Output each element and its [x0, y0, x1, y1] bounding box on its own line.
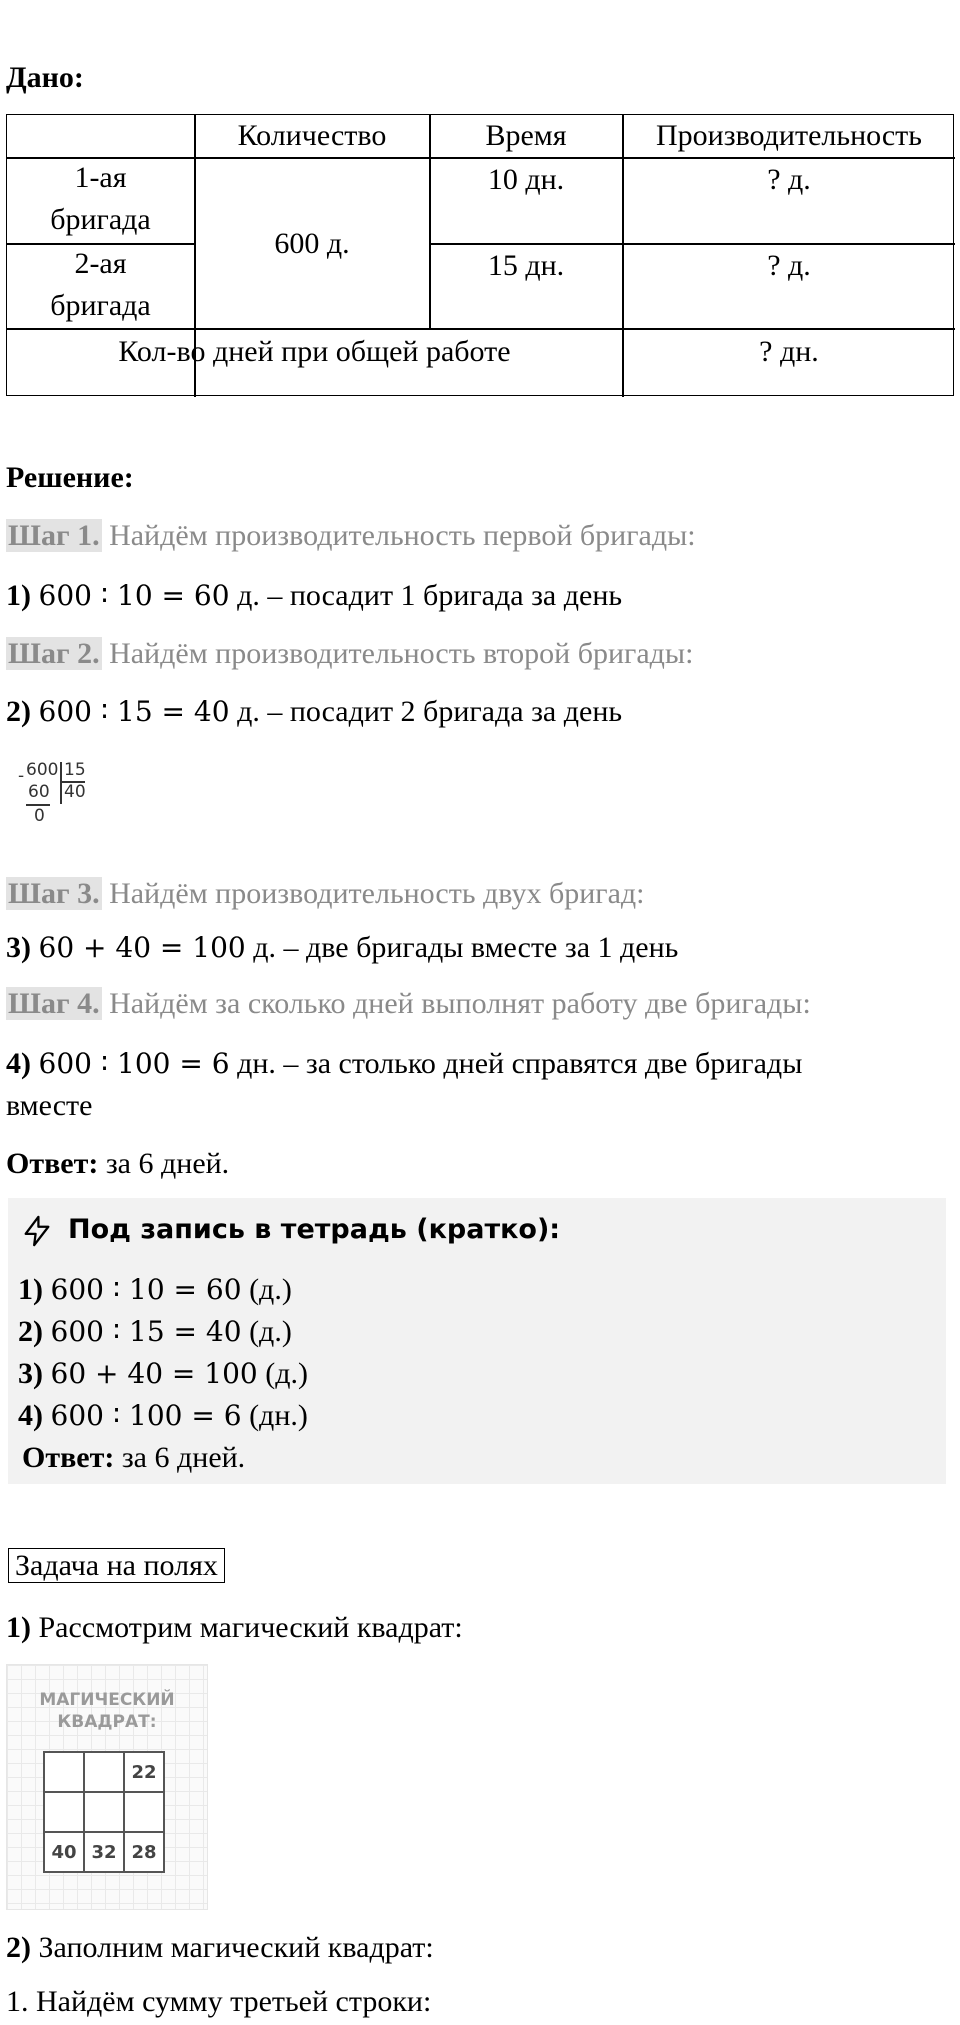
solution-line-1: [6, 578, 622, 614]
answer: [6, 1146, 229, 1182]
step-text: Найдём производительность второй бригады:: [109, 637, 694, 670]
line-text: дн. – за столько дней справятся две бригады: [237, 1047, 803, 1080]
solution-line-4: [6, 1046, 954, 1082]
time2-value: 15 дн.: [487, 249, 565, 282]
margin-task-line-2: [6, 1930, 434, 1966]
long-division: [18, 760, 98, 850]
unit: (дн.): [249, 1399, 308, 1432]
step-4: [6, 986, 811, 1022]
math-expression: 60 + 40 = 100: [50, 1357, 258, 1390]
note-title: Под запись в тетрадь (кратко):: [68, 1214, 561, 1245]
solution-line-4-cont: вместе: [6, 1089, 93, 1122]
header-productivity: Производительность: [656, 119, 922, 152]
given-heading: Дано:: [6, 61, 84, 94]
line-text: Рассмотрим магический квадрат:: [38, 1611, 463, 1644]
margin-task-line-3: 1. Найдём сумму третьей строки:: [6, 1985, 432, 2018]
note-line-1: [18, 1272, 292, 1308]
math-expression: 600 ∶ 10 = 60: [50, 1273, 242, 1306]
step-label: Шаг 2.: [8, 637, 100, 670]
line-text: д. – посадит 2 бригада за день: [237, 695, 623, 728]
step-text: Найдём производительность первой бригады:: [109, 519, 696, 552]
math-expression: 60 + 40 = 100: [38, 931, 246, 964]
division-minus: -: [18, 766, 25, 786]
magic-square-grid: [43, 1751, 175, 1895]
prod2-value: ? д.: [767, 249, 811, 282]
unit: (д.): [249, 1273, 292, 1306]
line-number: 2): [6, 695, 31, 728]
row1-label-line1: 1-ая: [74, 161, 127, 194]
margin-task-label: Задача на полях: [8, 1548, 225, 1583]
header-quantity: Количество: [237, 119, 387, 152]
answer-text: за 6 дней.: [105, 1147, 230, 1180]
solution-line-2: [6, 694, 622, 730]
magic-square-cell: [43, 1791, 85, 1833]
quantity-value: 600 д.: [274, 227, 350, 260]
magic-square-cell: 32: [83, 1831, 125, 1873]
given-table: [6, 114, 954, 396]
step-label: Шаг 3.: [8, 877, 100, 910]
time1-value: 10 дн.: [487, 163, 565, 196]
magic-square-cell: [83, 1791, 125, 1833]
step-label: Шаг 1.: [8, 519, 100, 552]
line-number: 4): [18, 1399, 43, 1432]
math-expression: 600 ∶ 100 = 6: [38, 1047, 230, 1080]
division-remainder: 0: [34, 806, 45, 826]
answer-label: Ответ:: [6, 1147, 99, 1180]
magic-square-title: КВАДРАТ:: [57, 1712, 157, 1732]
header-time: Время: [485, 119, 567, 152]
table-divider: [7, 328, 955, 330]
step-2: [6, 636, 693, 672]
math-expression: 600 ∶ 10 = 60: [38, 579, 230, 612]
answer-text: за 6 дней.: [121, 1441, 246, 1474]
magic-square-cell: 22: [123, 1751, 165, 1793]
line-number: 3): [18, 1357, 43, 1390]
unit: (д.): [249, 1315, 292, 1348]
line-number: 3): [6, 931, 31, 964]
margin-task-title: [8, 1548, 225, 1584]
line-number: 1): [18, 1273, 43, 1306]
step-text: Найдём за сколько дней выполнят работу две бригады:: [109, 987, 811, 1020]
solution-line-3: [6, 930, 678, 966]
step-1: [6, 518, 696, 554]
magic-square-cell: 28: [123, 1831, 165, 1873]
prod1-value: ? д.: [767, 163, 811, 196]
line-text: Заполним магический квадрат:: [38, 1931, 434, 1964]
answer-label: Ответ:: [22, 1441, 115, 1474]
line-text: д. – две бригады вместе за 1 день: [253, 931, 679, 964]
magic-square-title: МАГИЧЕСКИЙ: [39, 1690, 175, 1710]
line-number: 2): [6, 1931, 31, 1964]
step-3: [6, 876, 644, 912]
notebook-summary-box: [8, 1198, 946, 1484]
solution-heading: Решение:: [6, 461, 134, 494]
line-number: 4): [6, 1047, 31, 1080]
note-line-2: [18, 1314, 292, 1350]
row1-label-line2: бригада: [50, 203, 151, 236]
magic-square-cell: 40: [43, 1831, 85, 1873]
note-line-3: [18, 1356, 308, 1392]
line-number: 2): [18, 1315, 43, 1348]
line-number: 1): [6, 1611, 31, 1644]
step-text: Найдём производительность двух бригад:: [109, 877, 645, 910]
total-label: Кол-во дней при общей работе: [118, 335, 511, 368]
line-text: д. – посадит 1 бригада за день: [237, 579, 623, 612]
division-dividend: 600: [26, 760, 59, 780]
row2-label-line1: 2-ая: [74, 247, 127, 280]
math-expression: 600 ∶ 15 = 40: [38, 695, 230, 728]
magic-square-cell: [123, 1791, 165, 1833]
margin-task-line-1: [6, 1610, 463, 1646]
row2-label-line2: бригада: [50, 289, 151, 322]
total-value: ? дн.: [759, 335, 819, 368]
math-expression: 600 ∶ 100 = 6: [50, 1399, 242, 1432]
step-label: Шаг 4.: [8, 987, 100, 1020]
note-answer: [22, 1440, 245, 1476]
division-divisor: 15: [64, 760, 86, 780]
division-bar: [60, 762, 62, 804]
division-subtrahend: 60: [28, 782, 50, 802]
magic-square-cell: [43, 1751, 85, 1793]
note-line-4: [18, 1398, 308, 1434]
magic-square-cell: [83, 1751, 125, 1793]
division-quotient: 40: [64, 782, 86, 802]
magic-square-image: [6, 1664, 208, 1910]
unit: (д.): [265, 1357, 308, 1390]
lightning-icon: [20, 1214, 54, 1248]
line-number: 1): [6, 579, 31, 612]
math-expression: 600 ∶ 15 = 40: [50, 1315, 242, 1348]
